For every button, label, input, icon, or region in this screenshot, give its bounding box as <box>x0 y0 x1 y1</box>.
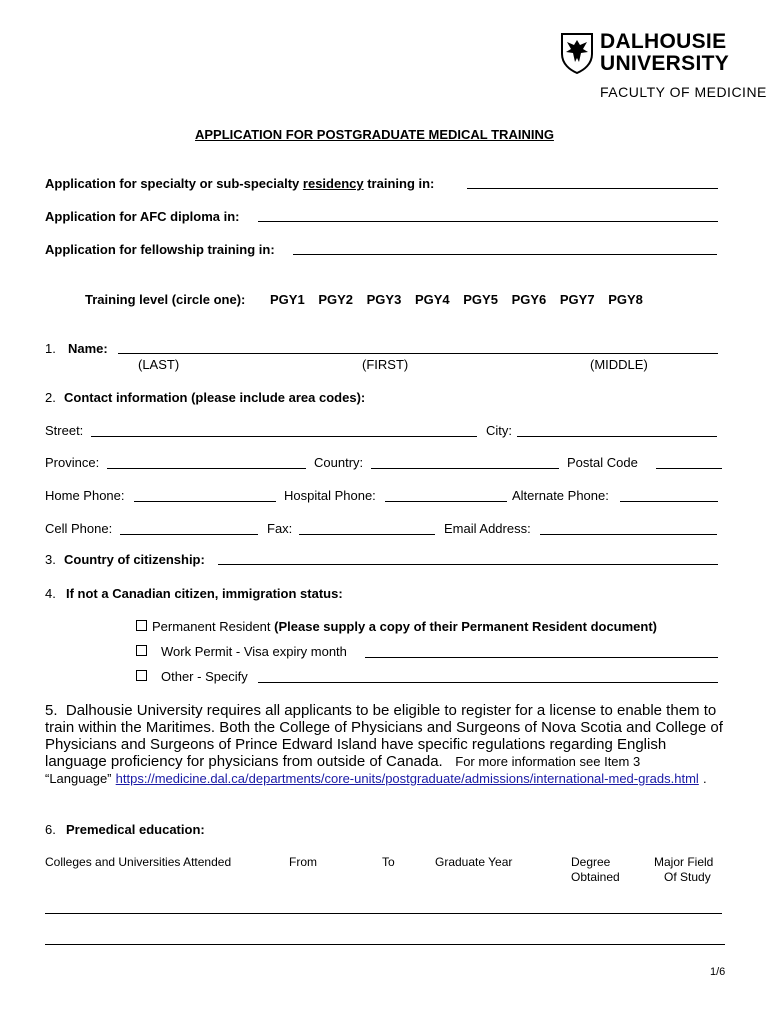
column-major: Major Field <box>654 855 714 869</box>
page-number: 1/6 <box>710 966 726 978</box>
column-degree: Degree <box>571 855 611 869</box>
citizenship-field[interactable] <box>218 564 718 565</box>
street-label: Street: <box>45 423 84 438</box>
form-title: APPLICATION FOR POSTGRADUATE MEDICAL TRAINING <box>195 127 554 142</box>
pgy-option[interactable]: PGY8 <box>608 292 643 307</box>
fax-label: Fax: <box>267 521 293 536</box>
afc-field[interactable] <box>258 221 718 222</box>
home-phone-label: Home Phone: <box>45 488 125 503</box>
work-permit-field[interactable] <box>365 657 718 658</box>
specialty-residency: residency <box>302 176 364 191</box>
section1-number: 1. <box>45 341 56 356</box>
country-label: Country: <box>314 455 364 470</box>
specialty-field[interactable] <box>467 188 718 189</box>
name-field[interactable] <box>118 353 718 354</box>
hospital-phone-field[interactable] <box>385 501 507 502</box>
permanent-resident-label: Permanent Resident <box>152 619 271 634</box>
last-name-caption: (LAST) <box>138 357 180 372</box>
column-to: To <box>382 855 395 869</box>
cell-phone-label: Cell Phone: <box>45 521 113 536</box>
pgy-option[interactable]: PGY1 <box>270 292 305 307</box>
specialty-application-label <box>45 176 434 191</box>
postal-code-label: Postal Code <box>567 455 638 470</box>
email-field[interactable] <box>540 534 717 535</box>
street-field[interactable] <box>91 436 477 437</box>
work-permit-option <box>136 644 347 659</box>
faculty-name: FACULTY OF MEDICINE <box>600 84 767 100</box>
permanent-resident-note: (Please supply a copy of their Permanent Resident document) <box>274 619 658 634</box>
section5-number: 5. <box>45 702 58 719</box>
city-field[interactable] <box>517 436 717 437</box>
column-colleges: Colleges and Universities Attended <box>45 855 232 869</box>
afc-application-label: Application for AFC diploma in: <box>45 209 240 224</box>
name-label: Name: <box>68 341 108 356</box>
citizenship-label: Country of citizenship: <box>64 552 205 567</box>
hospital-phone-label: Hospital Phone: <box>284 488 376 503</box>
cell-phone-field[interactable] <box>120 534 258 535</box>
pgy-option[interactable]: PGY7 <box>559 292 595 307</box>
checkbox-icon[interactable] <box>136 645 147 656</box>
logo-line2: UNIVERSITY <box>600 52 730 75</box>
contact-info-label: Contact information (please include area codes): <box>64 390 366 405</box>
premedical-education-label: Premedical education: <box>66 822 205 837</box>
section6-number: 6. <box>45 822 56 837</box>
fellowship-application-label: Application for fellowship training in: <box>45 242 275 257</box>
alternate-phone-label: Alternate Phone: <box>512 488 609 503</box>
section2-number: 2. <box>45 390 56 405</box>
city-label: City: <box>486 423 512 438</box>
other-field[interactable] <box>258 682 718 683</box>
more-info-text: For more information see Item 3 <box>455 754 641 769</box>
pgy-option[interactable]: PGY3 <box>366 292 402 307</box>
university-logo <box>560 30 767 102</box>
specialty-suffix: training in: <box>363 176 435 191</box>
section4-number: 4. <box>45 586 56 601</box>
home-phone-field[interactable] <box>134 501 276 502</box>
checkbox-icon[interactable] <box>136 620 147 631</box>
language-requirement-paragraph <box>45 702 725 787</box>
admissions-link[interactable]: https://medicine.dal.ca/departments/core-units/postgraduate/admissions/international-med-grads.html <box>115 771 699 786</box>
language-quote: “Language” <box>45 771 112 786</box>
training-level-label: Training level (circle one): <box>85 292 246 307</box>
pgy-option[interactable]: PGY4 <box>414 292 450 307</box>
email-label: Email Address: <box>444 521 531 536</box>
column-degree-obtained: Obtained <box>571 870 620 884</box>
checkbox-icon[interactable] <box>136 670 147 681</box>
education-row-1[interactable] <box>45 913 722 914</box>
column-from: From <box>289 855 317 869</box>
column-major-study: Of Study <box>664 870 711 884</box>
postal-code-field[interactable] <box>656 468 722 469</box>
province-label: Province: <box>45 455 100 470</box>
pgy-option[interactable]: PGY2 <box>318 292 353 307</box>
training-level-options <box>270 292 643 307</box>
alternate-phone-field[interactable] <box>620 501 718 502</box>
other-label: Other - Specify <box>161 669 248 684</box>
first-name-caption: (FIRST) <box>362 357 409 372</box>
fax-field[interactable] <box>299 534 435 535</box>
link-end: . <box>702 771 707 786</box>
section3-number: 3. <box>45 552 56 567</box>
permanent-resident-option <box>136 619 657 634</box>
other-option <box>136 669 248 684</box>
education-row-2[interactable] <box>45 944 725 945</box>
pgy-option[interactable]: PGY5 <box>463 292 498 307</box>
language-requirement-text: Dalhousie University requires all applicants to be eligible to register for a license to enable them to train within the Maritimes. Both the College of Physicians and Surgeons of Nova Scotia and College of Physicians and Surgeons of Prince Edward Island have specific regulations regarding English language proficiency for physicians from outside of Canada. <box>45 702 723 770</box>
pgy-option[interactable]: PGY6 <box>511 292 547 307</box>
immigration-status-label: If not a Canadian citizen, immigration status: <box>66 586 343 601</box>
column-graduate-year: Graduate Year <box>435 855 513 869</box>
province-field[interactable] <box>107 468 306 469</box>
specialty-prefix: Application for specialty or sub-specialty <box>45 176 303 191</box>
crest-icon <box>560 32 594 74</box>
work-permit-label: Work Permit - Visa expiry month <box>161 644 347 659</box>
country-field[interactable] <box>371 468 559 469</box>
middle-name-caption: (MIDDLE) <box>590 357 648 372</box>
logo-line1: DALHOUSIE <box>600 30 727 53</box>
fellowship-field[interactable] <box>293 254 717 255</box>
